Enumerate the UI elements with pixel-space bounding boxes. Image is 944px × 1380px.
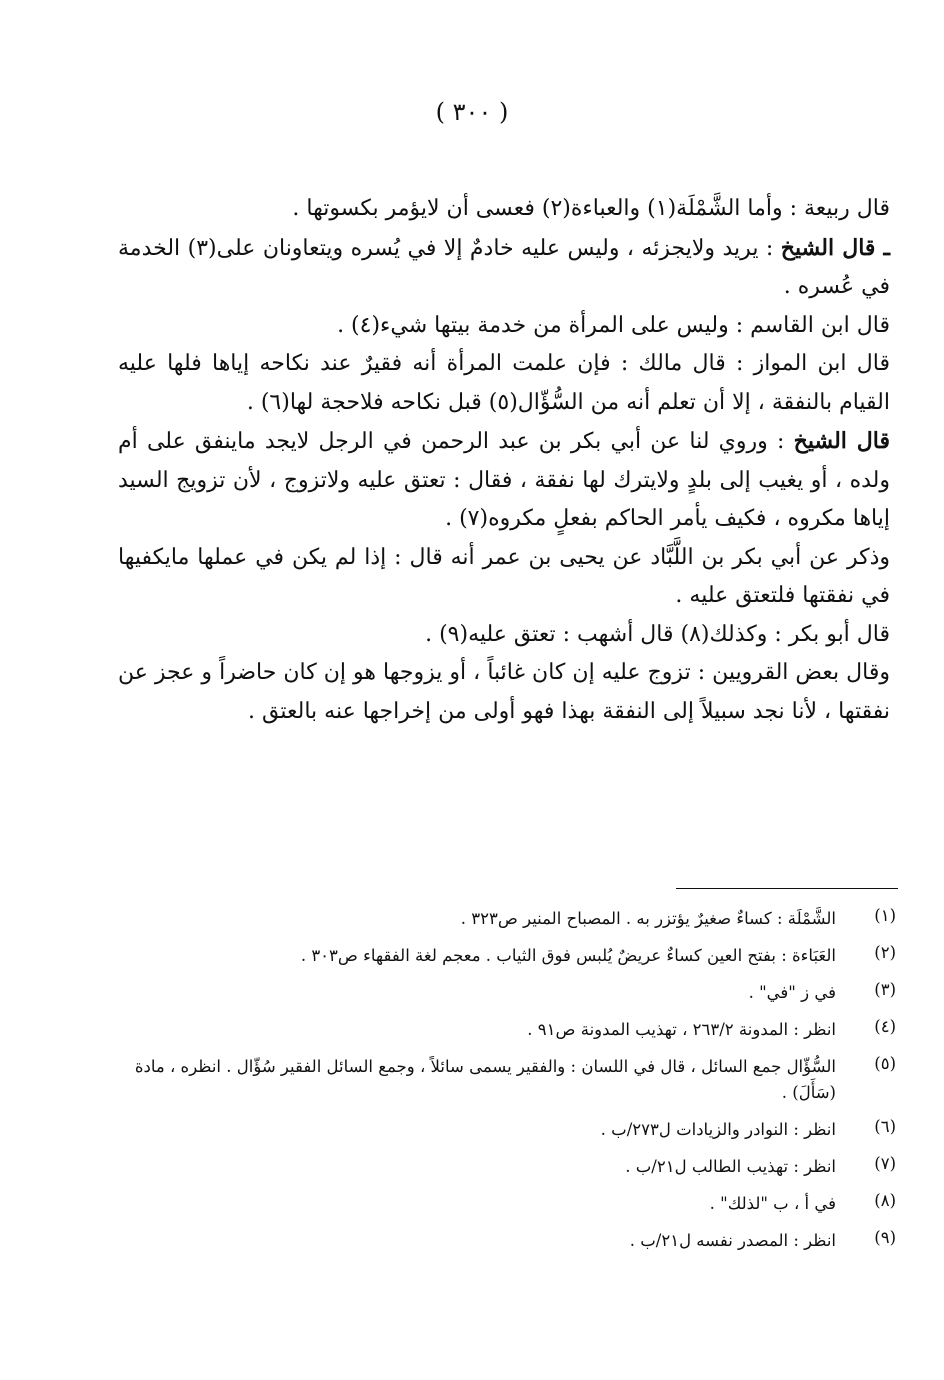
paragraph: قال ربيعة : وأما الشَّمْلَة(١) والعباءة(٢) فعسى أن لايؤمر بكسوتها .: [292, 196, 890, 221]
paragraph: ـ قال الشيخ : يريد ولايجزئه ، وليس عليه خادمٌ إلا في يُسره ويتعاونان على(٣) الخدمة في عُسره .: [118, 234, 890, 299]
paragraph: قال ابن المواز : قال مالك : فإن علمت المرأة أنه فقيرٌ عند نكاحه إياها فلها عليه القيام بالنفقة ، إلا أن تعلم أنه من السُّؤّال(٥) قبل نكاحه فلاحجة لها(٦) .: [118, 351, 890, 415]
footnote: [110, 1191, 896, 1217]
paragraph: قال الشيخ : وروي لنا عن أبي بكر بن عبد الرحمن في الرجل لايجد ماينفق على أم ولده ، أو يغيب إلى بلدٍ ولايترك لها نفقة ، فقال : تعتق عليه ولاتزوج ، لأن تزويج السيد إياها مكروه ، فكيف يأمر الحاكم بفعلٍ مكروه(٧) .: [118, 428, 890, 531]
footnote-text: انظر : النوادر والزيادات ل٢٧٣/ب .: [600, 1120, 836, 1139]
footnote-number: (٧): [874, 1154, 896, 1173]
page-number: ( ٣٠٠ ): [435, 98, 509, 126]
main-text: [118, 190, 890, 731]
footnote-text: الشَّمْلَة : كساءٌ صغيرٌ يؤتزر به . المصباح المنير ص٣٢٣ .: [460, 909, 836, 928]
footnote-text: السُّؤّال جمع السائل ، قال في اللسان : والفقير يسمى سائلاً ، وجمع السائل الفقير سُؤّال . انظره ، مادة (سَأَلَ) .: [134, 1057, 836, 1102]
footnote-number: (٩): [874, 1228, 896, 1247]
paragraph: قال ابن القاسم : وليس على المرأة من خدمة بيتها شيء(٤) .: [337, 312, 890, 338]
paragraph-lead: قال الشيخ: [793, 428, 890, 454]
footnote: [110, 1054, 896, 1106]
footnote: [110, 906, 896, 932]
footnote-text: في أ ، ب "لذلك" .: [709, 1194, 836, 1213]
footnote-number: (٣): [874, 980, 896, 999]
footnote-separator: [676, 888, 898, 889]
footnote: [110, 980, 896, 1006]
paragraph: قال أبو بكر : وكذلك(٨) قال أشهب : تعتق عليه(٩) .: [425, 621, 890, 647]
footnote: [110, 1154, 896, 1180]
footnote-text: انظر : المدونة ٢٦٣/٢ ، تهذيب المدونة ص٩١ .: [527, 1020, 836, 1039]
footnotes: [110, 906, 896, 1265]
footnote-number: (٨): [874, 1191, 896, 1210]
footnote: [110, 1017, 896, 1043]
footnote-number: (٥): [874, 1054, 896, 1073]
footnote-number: (٤): [874, 1017, 896, 1036]
paragraph: وذكر عن أبي بكر بن اللَّبَّاد عن يحيى بن عمر أنه قال : إذا لم يكن في عملها مايكفيها في نفقتها فلتعتق عليه .: [118, 544, 890, 608]
footnote-text: في ز "في" .: [748, 983, 836, 1002]
footnote-number: (٢): [874, 943, 896, 962]
footnote-text: انظر : المصدر نفسه ل٢١/ب .: [629, 1231, 836, 1250]
footnote-number: (٦): [874, 1117, 896, 1136]
footnote-text: العَبَاءة : بفتح العين كساءٌ عريضٌ يُلبس فوق الثياب . معجم لغة الفقهاء ص٣٠٣ .: [300, 946, 836, 965]
footnote-text: انظر : تهذيب الطالب ل٢١/ب .: [625, 1157, 836, 1176]
footnote: [110, 943, 896, 969]
paragraph: وقال بعض القرويين : تزوج عليه إن كان غائباً ، أو يزوجها هو إن كان حاضراً و عجز عن نفقتها ، لأنا نجد سبيلاً إلى النفقة بهذا فهو أولى من إخراجها عنه بالعتق .: [118, 660, 890, 724]
paragraph-lead: ـ قال الشيخ: [780, 234, 890, 261]
footnote-number: (١): [874, 906, 896, 925]
footnote: [110, 1228, 896, 1254]
footnote: [110, 1117, 896, 1143]
